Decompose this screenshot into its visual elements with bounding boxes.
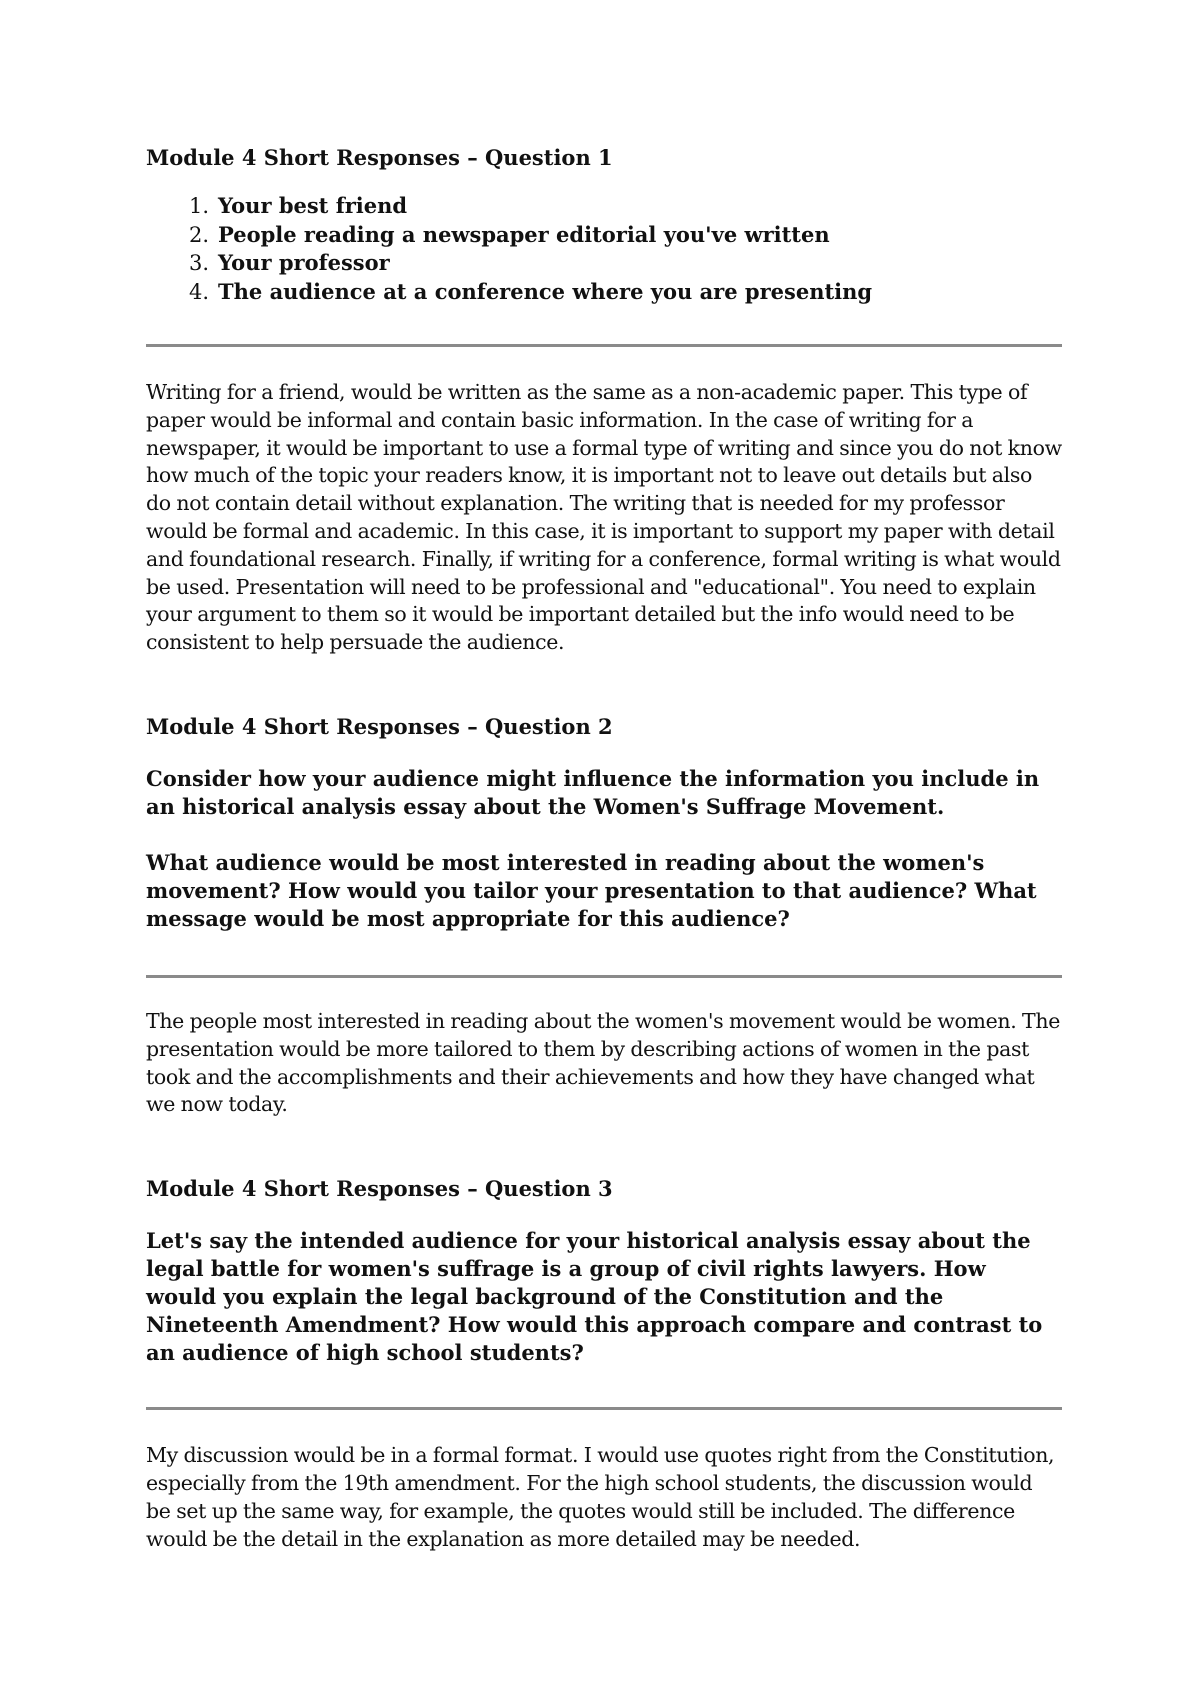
document-content xyxy=(146,144,1062,1553)
q2-answer: The people most interested in reading about the women's movement would be women. The presentation would be more tailored to them by describing actions of women in the past took and the accomplishments and their achievements and how they have changed what we now today. xyxy=(146,1008,1060,1117)
section-divider xyxy=(146,975,1062,978)
q2-heading: Module 4 Short Responses – Question 2 xyxy=(146,713,613,739)
list-item-text: Your professor xyxy=(218,250,390,275)
list-item-text: People reading a newspaper editorial you've written xyxy=(218,221,830,247)
section-divider xyxy=(146,1407,1062,1410)
list-item xyxy=(146,192,1062,221)
q2-prompt-questions: What audience would be most interested in reading about the women's movement? How would you tailor your presentation to that audience? What message would be most appropriate for this audience? xyxy=(146,849,1037,931)
q3-prompt: Let's say the intended audience for your historical analysis essay about the legal battle for women's suffrage is a group of civil rights lawyers. How would you explain the legal background of the Constitution and the Nineteenth Amendment? How would this approach compare and contrast to an audience of high school students? xyxy=(146,1228,1043,1366)
list-item-text: The audience at a conference where you are presenting xyxy=(218,278,873,304)
q1-audience-list xyxy=(146,192,1062,306)
q1-answer: Writing for a friend, would be written as the same as a non-academic paper. This type of paper would be informal and contain basic information. In the case of writing for a newspaper, it would be important to use a formal type of writing and since you do not know how much of the topic your readers know, it is important not to leave out details but also do not contain detail without explanation. The writing that is needed for my professor would be formal and academic. In this case, it is important to support my paper with detail and foundational research. Finally, if writing for a conference, formal writing is what would be used. Presentation will need to be professional and "educational". You need to explain your argument to them so it would be important detailed but the info would need to be consistent to help persuade the audience. xyxy=(146,380,1062,655)
list-number: 2. xyxy=(188,222,209,247)
q1-heading: Module 4 Short Responses – Question 1 xyxy=(146,145,613,170)
list-item-text: Your best friend xyxy=(218,193,408,218)
q3-answer: My discussion would be in a formal format. I would use quotes right from the Constitution, especially from the 19th amendment. For the high school students, the discussion would be set up the same way, for example, the quotes would still be included. The difference would be the detail in the explanation as more detailed may be needed. xyxy=(146,1443,1055,1551)
list-number: 3. xyxy=(188,251,209,275)
q3-heading: Module 4 Short Responses – Question 3 xyxy=(146,1176,613,1202)
list-item xyxy=(146,249,1062,278)
section-divider xyxy=(146,344,1062,347)
q2-prompt-context: Consider how your audience might influence the information you include in an historical analysis essay about the Women's Suffrage Movement. xyxy=(146,765,1040,819)
list-item xyxy=(146,221,1062,250)
list-item xyxy=(146,278,1062,307)
list-number: 4. xyxy=(188,279,209,304)
list-number: 1. xyxy=(188,194,209,218)
